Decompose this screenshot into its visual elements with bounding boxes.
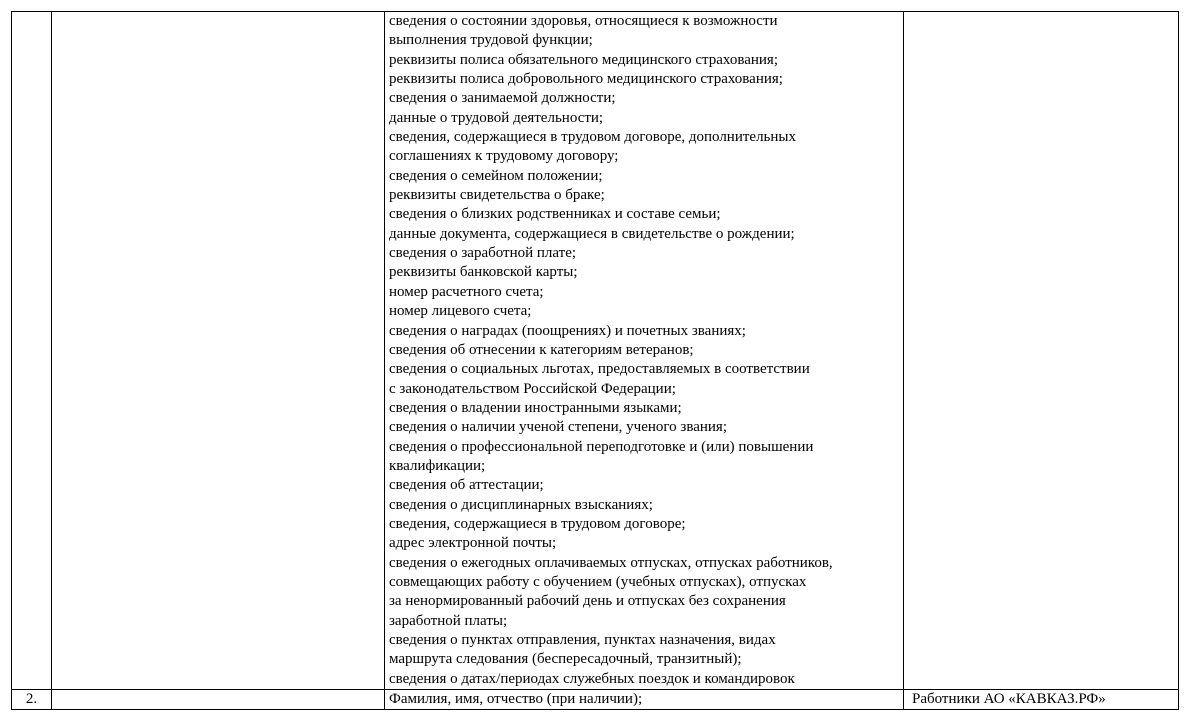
- row-number-cell: 2.: [12, 690, 52, 710]
- personal-data-list-cell: [385, 12, 904, 690]
- data-line: Фамилия, имя, отчество (при наличии);: [389, 691, 643, 708]
- data-line: данные о трудовой деятельности;: [389, 109, 604, 126]
- data-line: номер расчетного счета;: [389, 283, 544, 300]
- personal-data-list-cell: [385, 690, 904, 710]
- data-line: реквизиты полиса обязательного медицинского страхования;: [389, 51, 778, 68]
- data-line: сведения, содержащиеся в трудовом договоре, дополнительных: [389, 129, 796, 146]
- data-line: сведения о социальных льготах, предоставляемых в соответствии: [389, 361, 810, 378]
- data-line: сведения о состоянии здоровья, относящиеся к возможности: [389, 13, 778, 29]
- data-line: совмещающих работу с обучением (учебных отпусках), отпусках: [389, 573, 807, 590]
- data-line: реквизиты банковской карты;: [389, 264, 578, 281]
- data-line: сведения о датах/периодах служебных поездок и командировок: [389, 670, 795, 687]
- data-line: выполнения трудовой функции;: [389, 32, 593, 49]
- data-line: заработной платы;: [389, 612, 508, 629]
- data-line: сведения о близких родственниках и составе семьи;: [389, 206, 721, 223]
- data-subjects-cell: [904, 12, 1179, 690]
- table-row: [12, 690, 1179, 710]
- data-line: сведения о наличии ученой степени, ученого звания;: [389, 419, 727, 436]
- data-line: за ненормированный рабочий день и отпусках без сохранения: [389, 593, 786, 610]
- data-line: сведения о семейном положении;: [389, 167, 603, 184]
- category-cell: [52, 690, 385, 710]
- personal-data-table: [11, 11, 1179, 710]
- data-line: сведения о пунктах отправления, пунктах назначения, видах: [389, 632, 776, 648]
- data-line: соглашениях к трудовому договору;: [389, 148, 619, 165]
- data-line: сведения о занимаемой должности;: [389, 90, 616, 107]
- data-line: квалификации;: [389, 457, 486, 474]
- category-cell: [52, 12, 385, 690]
- data-line: сведения о владении иностранными языками;: [389, 399, 682, 416]
- data-line: сведения о заработной плате;: [389, 245, 577, 262]
- data-line: номер лицевого счета;: [389, 303, 532, 320]
- data-line: реквизиты полиса добровольного медицинского страхования;: [389, 71, 783, 88]
- data-line: реквизиты свидетельства о браке;: [389, 187, 605, 204]
- table-row: [12, 12, 1179, 690]
- data-line: адрес электронной почты;: [389, 535, 557, 552]
- data-line: сведения о профессиональной переподготовке и (или) повышении: [389, 438, 814, 455]
- data-line: сведения об аттестации;: [389, 477, 544, 494]
- row-number-cell: [12, 12, 52, 690]
- data-line: сведения о наградах (поощрениях) и почетных званиях;: [389, 322, 746, 339]
- data-line: сведения о ежегодных оплачиваемых отпусках, отпусках работников,: [389, 554, 833, 571]
- data-line: сведения о дисциплинарных взысканиях;: [389, 496, 653, 513]
- data-line: сведения, содержащиеся в трудовом договоре;: [389, 515, 686, 532]
- data-subjects-cell: Работники АО «КАВКАЗ.РФ»: [904, 690, 1179, 710]
- data-line: маршрута следования (беспересадочный, транзитный);: [389, 651, 742, 668]
- data-line: данные документа, содержащиеся в свидетельстве о рождении;: [389, 225, 795, 242]
- data-line: сведения об отнесении к категориям ветеранов;: [389, 341, 694, 358]
- data-line: с законодательством Российской Федерации;: [389, 380, 676, 397]
